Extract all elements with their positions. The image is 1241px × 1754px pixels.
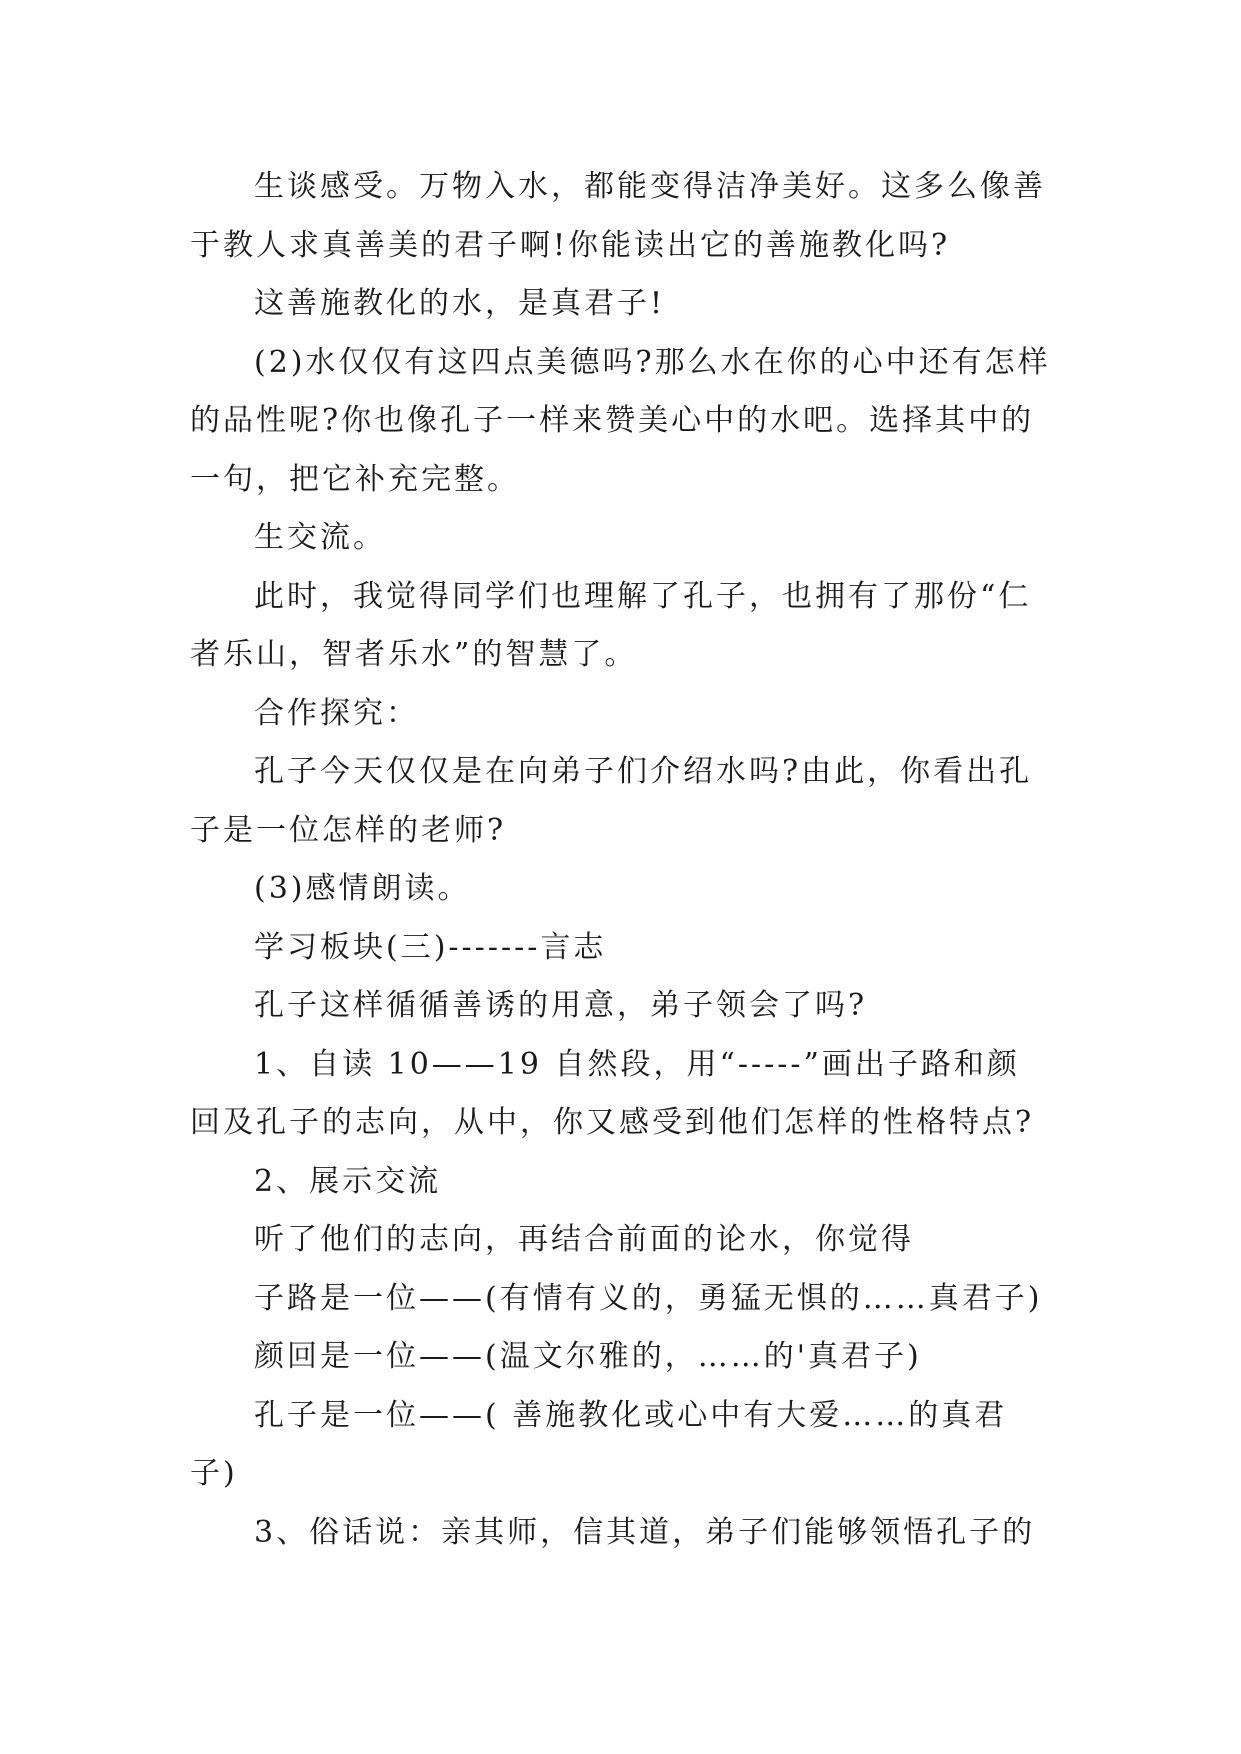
text-line: 生谈感受。万物入水，都能变得洁净美好。这多么像善 bbox=[254, 169, 1046, 204]
text-line: 孔子今天仅仅是在向弟子们介绍水吗?由此，你看出孔 bbox=[254, 754, 1033, 789]
text-line: 此时，我觉得同学们也理解了孔子，也拥有了那份“仁 bbox=[254, 578, 1032, 614]
text-line: 者乐山，智者乐水”的智慧了。 bbox=[190, 637, 638, 672]
text-line: 生交流。 bbox=[254, 520, 386, 555]
text-line: (3)感情朗读。 bbox=[254, 871, 471, 906]
text-line: 的品性呢?你也像孔子一样来赞美心中的水吧。选择其中的 bbox=[190, 403, 1035, 438]
section-heading: 学习板块(三)-------言志 bbox=[254, 929, 607, 965]
text-line: 合作探究： bbox=[254, 695, 419, 731]
text-line: 这善施教化的水，是真君子! bbox=[254, 286, 666, 321]
text-line: 子路是一位——(有情有义的，勇猛无惧的……真君子) bbox=[254, 1280, 1043, 1316]
text-line: 子) bbox=[190, 1456, 238, 1491]
text-line: 3、俗话说：亲其师，信其道，弟子们能够领悟孔子的 bbox=[254, 1514, 1036, 1550]
document-body bbox=[190, 158, 1050, 1562]
text-line: 孔子是一位——( 善施教化或心中有大爱……的真君 bbox=[254, 1397, 1008, 1433]
text-line: 孔子这样循循善诱的用意，弟子领会了吗? bbox=[254, 988, 868, 1023]
text-line: 一句，把它补充完整。 bbox=[190, 461, 520, 497]
text-line: 1、自读 10——19 自然段，用“-----”画出子路和颜 bbox=[254, 1046, 1020, 1082]
text-line: 颜回是一位——(温文尔雅的，……的'真君子) bbox=[254, 1339, 922, 1374]
text-line: 于教人求真善美的君子啊!你能读出它的善施教化吗? bbox=[190, 227, 951, 263]
text-line: 回及孔子的志向，从中，你又感受到他们怎样的性格特点? bbox=[190, 1105, 1035, 1140]
text-line: 2、展示交流 bbox=[254, 1163, 442, 1199]
text-line: (2)水仅仅有这四点美德吗?那么水在你的心中还有怎样 bbox=[254, 344, 1051, 380]
text-line: 听了他们的志向，再结合前面的论水，你觉得 bbox=[254, 1222, 914, 1257]
text-line: 子是一位怎样的老师? bbox=[190, 812, 507, 848]
